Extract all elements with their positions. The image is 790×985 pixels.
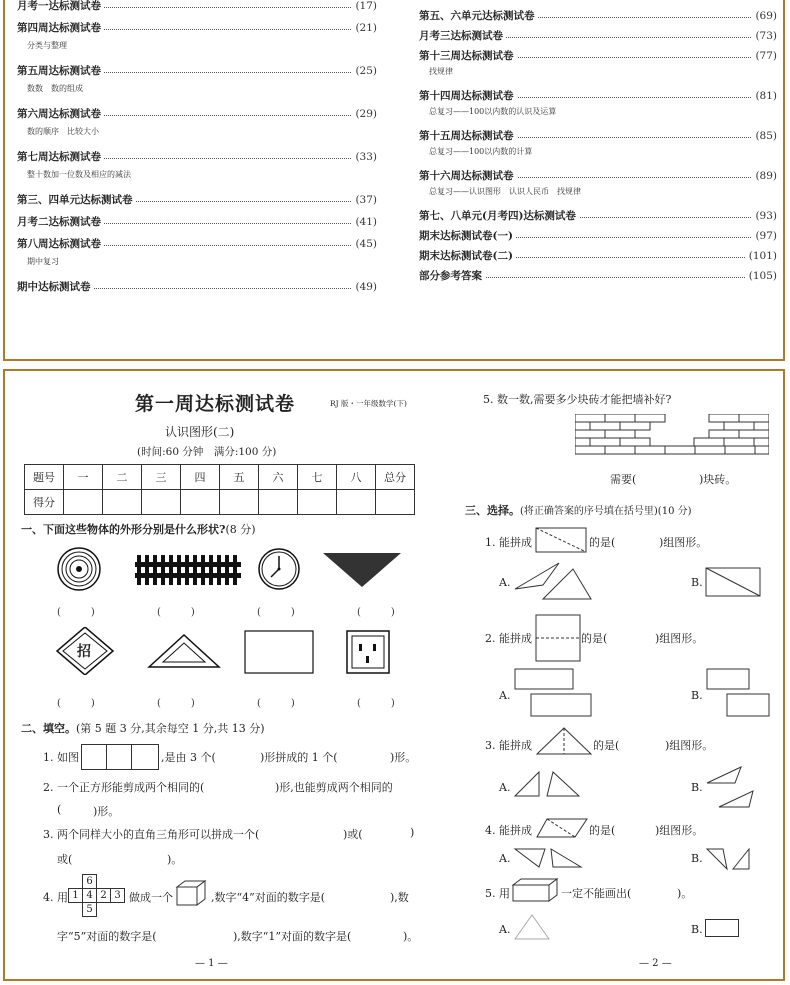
q5-answer-b: )块砖。	[699, 473, 737, 486]
answer-blank[interactable]: ( )	[157, 698, 195, 709]
edition-label: RJ 版・一年级数学(下)	[330, 399, 407, 408]
toc-entry-title: 月考三达标测试卷	[419, 28, 506, 44]
score-header-cell: 总分	[376, 465, 415, 490]
toc-entry-title: 第五、六单元达标测试卷	[419, 8, 538, 24]
c1-option-a-figure	[513, 559, 593, 603]
score-header-cell: 七	[298, 465, 337, 490]
triangle-ruler-icon	[323, 553, 401, 587]
toc-topic: 总复习——100以内数的认识及运算	[429, 107, 557, 116]
cube-icon	[175, 879, 207, 907]
c3-text-c: )组图形。	[665, 739, 714, 752]
sign-char: 招	[77, 644, 91, 660]
q2-text-d: )形。	[93, 805, 120, 818]
toc-entry-title: 第八周达标测试卷	[17, 236, 104, 252]
c3-text-a: 3. 能拼成	[485, 739, 532, 752]
shapes-row-2	[55, 627, 401, 675]
toc-entry-page: (89)	[752, 168, 777, 184]
toc-entry[interactable]	[419, 28, 777, 44]
c3-text-b: 的是(	[593, 739, 620, 752]
answer-blank[interactable]: ( )	[57, 698, 95, 709]
railway-icon	[135, 555, 241, 585]
q4-text-f: ),数字“1”对面的数字是(	[233, 930, 352, 943]
toc-entry-page: (25)	[352, 63, 377, 79]
toc-entry-title: 第七、八单元(月考四)达标测试卷	[419, 208, 579, 224]
net-cell: 6	[82, 874, 97, 889]
toc-entry-page: (37)	[352, 192, 377, 208]
score-input-cell[interactable]	[220, 490, 259, 515]
c1-option-b-figure	[705, 567, 761, 597]
toc-topic: 找规律	[429, 67, 453, 76]
toc-entry-title: 期末达标测试卷(二)	[419, 248, 516, 264]
q4-text-d: ),数	[390, 891, 409, 904]
toc-entry[interactable]	[17, 149, 377, 165]
c4-text-b: 的是(	[589, 824, 616, 837]
section3-heading: 三、选择。(将正确答案的序号填在括号里)(10 分)	[465, 504, 692, 517]
score-header-cell: 一	[64, 465, 103, 490]
toc-entry-title: 第十六周达标测试卷	[419, 168, 517, 184]
net-cell: 4	[82, 888, 97, 903]
c5-text-c: )。	[677, 887, 693, 900]
answer-blank[interactable]: ( )	[57, 607, 95, 618]
toc-entry[interactable]	[17, 63, 377, 79]
toc-entry-title: 第六周达标测试卷	[17, 106, 104, 122]
q3-text-c: )	[410, 826, 415, 839]
q3-text-b: )或(	[343, 828, 363, 841]
toc-entry-title: 部分参考答案	[419, 268, 485, 284]
toc-entry[interactable]	[419, 48, 777, 64]
q5-answer-a: 需要(	[610, 473, 637, 486]
score-header-cell: 四	[181, 465, 220, 490]
q4-text-c: ,数字“4”对面的数字是(	[211, 891, 326, 904]
c4-text-a: 4. 能拼成	[485, 824, 532, 837]
q1-label: 1. 如图	[43, 751, 79, 764]
shapes-row-2-art	[55, 627, 401, 675]
c5-option-a-figure	[513, 913, 551, 941]
c2-option-a-figure	[513, 667, 593, 717]
toc-entry[interactable]	[419, 128, 777, 144]
toc-entry-title: 第七周达标测试卷	[17, 149, 104, 165]
exam-panel	[3, 369, 785, 981]
toc-entry[interactable]	[419, 168, 777, 184]
c5-text-b: 一定不能画出(	[561, 887, 632, 900]
c5-cuboid-figure	[511, 877, 559, 903]
net-cell: 3	[110, 888, 125, 903]
q2-text-b: )形,也能剪成两个相同的	[275, 781, 393, 794]
answer-blank[interactable]: ( )	[257, 698, 295, 709]
toc-entry-page: (101)	[746, 248, 777, 264]
toc-entry-page: (69)	[752, 8, 777, 24]
toc-entry[interactable]	[17, 20, 377, 36]
toc-entry-title: 月考一达标测试卷	[17, 0, 104, 14]
toc-entry-title: 月考二达标测试卷	[17, 214, 104, 230]
toc-topic: 总复习——认识图形 认识人民币 找规律	[429, 187, 581, 196]
score-input-cell[interactable]	[142, 490, 181, 515]
score-header-cell: 八	[337, 465, 376, 490]
q5-text: 5. 数一数,需要多少块砖才能把墙补好?	[483, 393, 672, 406]
three-rect-figure	[81, 744, 159, 770]
score-row-label: 得分	[25, 490, 64, 515]
score-header-cell: 题号	[25, 465, 64, 490]
c3-triangle-figure	[535, 726, 593, 756]
triangle-set-square-icon	[149, 635, 219, 667]
toc-entry[interactable]	[419, 8, 777, 24]
net-cell: 1	[68, 888, 83, 903]
c1-text-c: )组图形。	[659, 536, 708, 549]
toc-entry[interactable]	[17, 106, 377, 122]
toc-entry-page: (105)	[746, 268, 777, 284]
c4-option-b-figure	[705, 845, 753, 871]
q4-text-a: 4. 用	[43, 891, 68, 904]
q3-text-a: 3. 两个同样大小的直角三角形可以拼成一个(	[43, 828, 260, 841]
c5-option-b-figure	[705, 919, 739, 937]
toc-entry-page: (33)	[352, 149, 377, 165]
toc-entry[interactable]	[17, 0, 377, 14]
exam-title: 第一周达标测试卷	[135, 393, 296, 415]
toc-entry-title: 期中达标测试卷	[17, 279, 94, 295]
c2-option-b-figure	[705, 667, 771, 717]
answer-blank[interactable]: ( )	[357, 607, 395, 618]
toc-panel	[3, 0, 785, 361]
toc-topic: 数的顺序 比较大小	[27, 127, 99, 136]
q2-text-a: 2. 一个正方形能剪成两个相同的(	[43, 781, 205, 794]
clock-icon	[259, 549, 299, 589]
toc-topic: 分类与整理	[27, 41, 67, 50]
c1-rect-figure	[535, 527, 587, 553]
toc-entry-page: (85)	[752, 128, 777, 144]
score-header-cell: 二	[103, 465, 142, 490]
c4-option-a: A.	[499, 852, 511, 865]
c1-option-a: A.	[499, 576, 511, 589]
net-cell: 5	[82, 902, 97, 917]
toc-entry-title: 期末达标测试卷(一)	[419, 228, 516, 244]
toc-entry[interactable]	[17, 236, 377, 252]
toc-entry-title: 第五周达标测试卷	[17, 63, 104, 79]
cd-icon	[58, 548, 100, 590]
q4-text-e: 字“5”对面的数字是(	[57, 930, 157, 943]
score-input-cell[interactable]	[376, 490, 415, 515]
toc-entry-title: 第十三周达标测试卷	[419, 48, 517, 64]
score-header-cell: 五	[220, 465, 259, 490]
toc-entry-page: (49)	[352, 279, 377, 295]
time-info: (时间:60 分钟 满分:100 分)	[137, 446, 277, 458]
q1-text-b: ,是由 3 个(	[161, 751, 216, 764]
q3-text-d: 或(	[57, 853, 73, 866]
c3-option-b: B.	[691, 781, 703, 794]
toc-entry-page: (81)	[752, 88, 777, 104]
c4-option-a-figure	[513, 847, 583, 869]
toc-entry-page: (77)	[752, 48, 777, 64]
score-table	[24, 464, 415, 515]
toc-entry[interactable]	[419, 268, 777, 284]
toc-entry-title: 第三、四单元达标测试卷	[17, 192, 136, 208]
score-input-cell[interactable]	[181, 490, 220, 515]
q4-text-b: 做成一个	[129, 891, 173, 904]
toc-entry[interactable]	[419, 248, 777, 264]
c1-text-a: 1. 能拼成	[485, 536, 532, 549]
cube-net	[68, 874, 124, 916]
q4-text-g: )。	[403, 930, 419, 943]
q3-text-e: )。	[167, 853, 183, 866]
exam-subtitle: 认识图形(二)	[165, 425, 235, 439]
q1-text-c: )形拼成的 1 个(	[260, 751, 338, 764]
page-number-1: — 1 —	[195, 958, 228, 969]
c2-text-c: )组图形。	[655, 632, 704, 645]
toc-entry-page: (73)	[752, 28, 777, 44]
shapes-row-1-art	[55, 547, 401, 595]
brick-wall	[575, 414, 769, 458]
c2-option-b: B.	[691, 689, 703, 702]
c4-option-b: B.	[691, 852, 703, 865]
score-input-cell[interactable]	[337, 490, 376, 515]
toc-topic: 整十数加一位数及相应的减法	[27, 170, 131, 179]
toc-topic: 期中复习	[27, 257, 59, 266]
c2-text-a: 2. 能拼成	[485, 632, 532, 645]
rectangle-board-icon	[245, 631, 313, 673]
q2-text-c: (	[57, 803, 62, 816]
c3-option-a: A.	[499, 781, 511, 794]
score-input-cell[interactable]	[259, 490, 298, 515]
c2-option-a: A.	[499, 689, 511, 702]
c1-option-b: B.	[691, 576, 703, 589]
toc-topic: 总复习——100以内数的计算	[429, 147, 533, 156]
page-number-2: — 2 —	[639, 958, 672, 969]
toc-entry-page: (41)	[352, 214, 377, 230]
section1-heading: 一、下面这些物体的外形分别是什么形状?(8 分)	[21, 523, 256, 536]
score-header-cell: 三	[142, 465, 181, 490]
c2-text-b: 的是(	[581, 632, 608, 645]
toc-entry-page: (17)	[352, 0, 377, 14]
score-input-cell[interactable]	[298, 490, 337, 515]
toc-entry[interactable]	[17, 214, 377, 230]
answer-blank[interactable]: ( )	[257, 607, 295, 618]
toc-entry-page: (21)	[352, 20, 377, 36]
toc-entry-page: (93)	[752, 208, 777, 224]
score-header-cell: 六	[259, 465, 298, 490]
toc-entry-title: 第十四周达标测试卷	[419, 88, 517, 104]
toc-entry[interactable]	[419, 228, 777, 244]
c3-option-b-figure	[705, 765, 757, 811]
c5-option-a: A.	[499, 923, 511, 936]
answer-blank[interactable]: ( )	[157, 607, 195, 618]
c2-square-figure	[535, 614, 581, 662]
answer-blank[interactable]: ( )	[357, 698, 395, 709]
toc-entry-page: (45)	[352, 236, 377, 252]
score-input-cell[interactable]	[103, 490, 142, 515]
socket-icon	[347, 631, 389, 673]
toc-topic: 数数 数的组成	[27, 84, 83, 93]
toc-entry-page: (97)	[752, 228, 777, 244]
score-input-cell[interactable]	[64, 490, 103, 515]
c4-parallelogram-figure	[535, 817, 589, 839]
shapes-row-1	[55, 547, 401, 595]
toc-entry[interactable]	[419, 88, 777, 104]
toc-entry[interactable]	[419, 208, 777, 224]
c1-text-b: 的是(	[589, 536, 616, 549]
toc-entry[interactable]	[17, 192, 377, 208]
c5-option-b: B.	[691, 923, 703, 936]
c5-text-a: 5. 用	[485, 887, 510, 900]
q1-text-d: )形。	[390, 751, 417, 764]
toc-entry-page: (29)	[352, 106, 377, 122]
c3-option-a-figure	[513, 768, 583, 798]
section2-heading: 二、填空。(第 5 题 3 分,其余每空 1 分,共 13 分)	[21, 722, 265, 735]
toc-entry-title: 第十五周达标测试卷	[419, 128, 517, 144]
c4-text-c: )组图形。	[655, 824, 704, 837]
toc-entry[interactable]	[17, 279, 377, 295]
net-cell: 2	[96, 888, 111, 903]
toc-entry-title: 第四周达标测试卷	[17, 20, 104, 36]
